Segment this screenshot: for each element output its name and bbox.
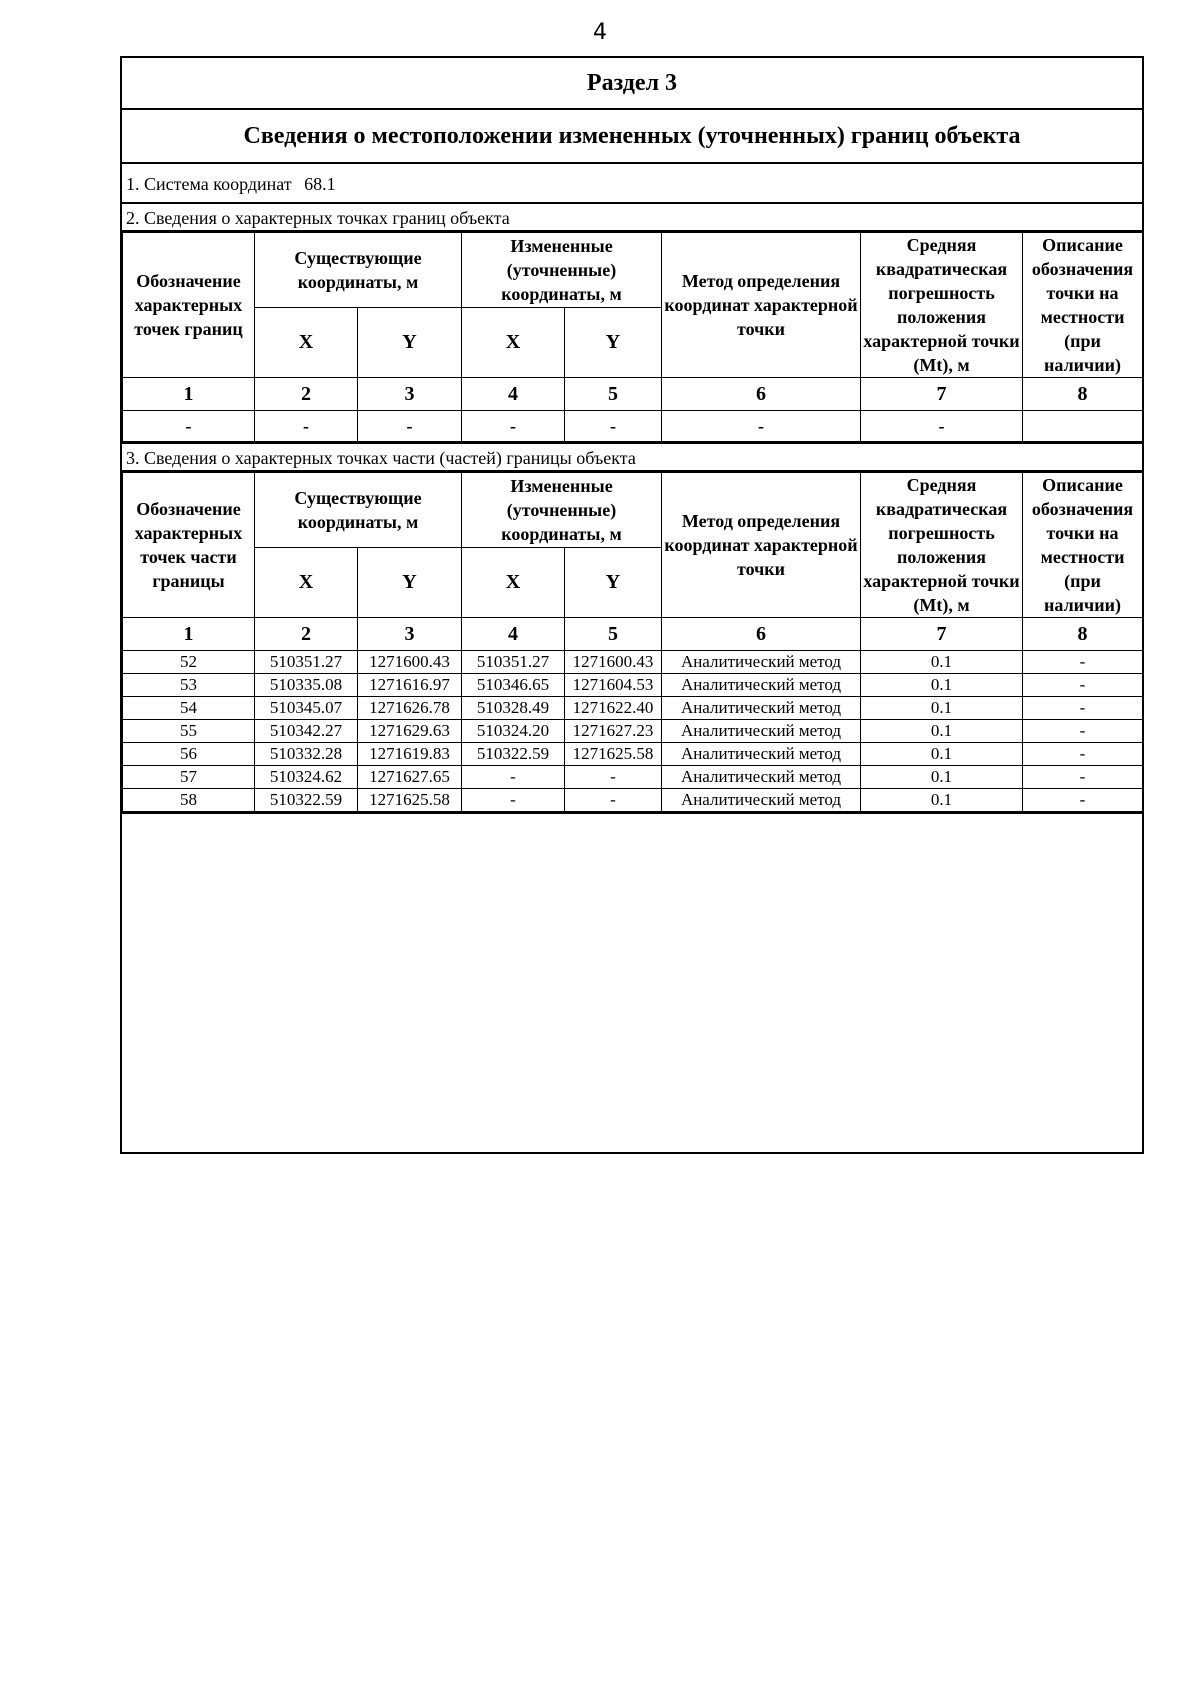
col-number: 3 <box>358 378 462 411</box>
cell-method: Аналитический метод <box>662 743 861 766</box>
cell-description: - <box>1023 697 1143 720</box>
col-number: 5 <box>565 378 662 411</box>
cell-changed-y: - <box>565 766 662 789</box>
cell-existing-x: 510335.08 <box>255 674 358 697</box>
cell-changed-y: 1271622.40 <box>565 697 662 720</box>
table-row <box>123 720 1143 743</box>
part2-column-numbers <box>123 378 1143 411</box>
cell-error: 0.1 <box>861 766 1023 789</box>
part3-header-existing: Существующие координаты, м <box>255 473 462 548</box>
col-number: 6 <box>662 618 861 651</box>
coord-system-value: 68.1 <box>304 174 336 194</box>
coord-system-label: 1. Система координат <box>126 174 292 194</box>
cell-description: - <box>1023 789 1143 812</box>
part2-header-existing: Существующие координаты, м <box>255 233 462 308</box>
cell-existing-x: 510322.59 <box>255 789 358 812</box>
col-number: 1 <box>123 378 255 411</box>
cell-existing-y: 1271600.43 <box>358 651 462 674</box>
cell-existing-y: 1271629.63 <box>358 720 462 743</box>
col-number: 6 <box>662 378 861 411</box>
cell-point: 53 <box>123 674 255 697</box>
cell-method: Аналитический метод <box>662 651 861 674</box>
coord-system <box>122 164 1142 204</box>
cell-description: - <box>1023 720 1143 743</box>
cell-method: Аналитический метод <box>662 697 861 720</box>
part3-header-point: Обозначение характерных точек части границы <box>123 473 255 618</box>
cell-method: Аналитический метод <box>662 789 861 812</box>
cell-method: Аналитический метод <box>662 720 861 743</box>
page-number: 4 <box>593 20 607 45</box>
cell-existing-y: - <box>358 411 462 442</box>
cell-error: 0.1 <box>861 743 1023 766</box>
section-subtitle: Сведения о местоположении измененных (уточненных) границ объекта <box>122 110 1142 164</box>
col-number: 1 <box>123 618 255 651</box>
part2-header-changed-x: X <box>462 307 565 378</box>
cell-description: - <box>1023 651 1143 674</box>
cell-changed-y: 1271600.43 <box>565 651 662 674</box>
col-number: 4 <box>462 378 565 411</box>
part2-header-error: Средняя квадратическая погрешность положения характерной точки (Mt), м <box>861 233 1023 378</box>
cell-changed-y: - <box>565 411 662 442</box>
cell-changed-x: - <box>462 411 565 442</box>
cell-changed-x: - <box>462 766 565 789</box>
part2-header-method: Метод определения координат характерной точки <box>662 233 861 378</box>
cell-changed-x: 510351.27 <box>462 651 565 674</box>
cell-description: - <box>1023 743 1143 766</box>
part3-header-changed: Измененные (уточненные) координаты, м <box>462 473 662 548</box>
cell-existing-x: 510332.28 <box>255 743 358 766</box>
part2-header-changed: Измененные (уточненные) координаты, м <box>462 233 662 308</box>
section-title: Раздел 3 <box>122 58 1142 110</box>
col-number: 5 <box>565 618 662 651</box>
document-frame <box>120 56 1144 1154</box>
cell-error: 0.1 <box>861 720 1023 743</box>
table-row <box>123 697 1143 720</box>
cell-description: - <box>1023 766 1143 789</box>
cell-existing-y: 1271616.97 <box>358 674 462 697</box>
part3-table <box>122 472 1143 812</box>
cell-point: 56 <box>123 743 255 766</box>
cell-existing-x: 510345.07 <box>255 697 358 720</box>
cell-error: - <box>861 411 1023 442</box>
col-number: 4 <box>462 618 565 651</box>
cell-point: 55 <box>123 720 255 743</box>
col-number: 7 <box>861 378 1023 411</box>
part3-table-wrap <box>122 472 1142 814</box>
cell-existing-x: - <box>255 411 358 442</box>
cell-changed-y: 1271625.58 <box>565 743 662 766</box>
cell-changed-y: - <box>565 789 662 812</box>
col-number: 2 <box>255 378 358 411</box>
part3-header-existing-x: X <box>255 547 358 618</box>
cell-point: 52 <box>123 651 255 674</box>
part3-header-changed-x: X <box>462 547 565 618</box>
cell-description <box>1023 411 1143 442</box>
part2-header-changed-y: Y <box>565 307 662 378</box>
cell-method: Аналитический метод <box>662 674 861 697</box>
cell-changed-x: - <box>462 789 565 812</box>
table-row <box>123 674 1143 697</box>
part3-header-changed-y: Y <box>565 547 662 618</box>
cell-existing-y: 1271626.78 <box>358 697 462 720</box>
part2-header-point: Обозначение характерных точек границ <box>123 233 255 378</box>
cell-description: - <box>1023 674 1143 697</box>
part2-header-existing-x: X <box>255 307 358 378</box>
table-row <box>123 411 1143 442</box>
cell-changed-x: 510328.49 <box>462 697 565 720</box>
cell-changed-y: 1271627.23 <box>565 720 662 743</box>
cell-changed-x: 510324.20 <box>462 720 565 743</box>
part3-header-method: Метод определения координат характерной точки <box>662 473 861 618</box>
cell-point: 57 <box>123 766 255 789</box>
part2-heading: 2. Сведения о характерных точках границ объекта <box>122 204 1142 232</box>
part3-column-numbers <box>123 618 1143 651</box>
cell-method: - <box>662 411 861 442</box>
cell-existing-y: 1271619.83 <box>358 743 462 766</box>
col-number: 8 <box>1023 378 1143 411</box>
table-row <box>123 789 1143 812</box>
cell-changed-x: 510346.65 <box>462 674 565 697</box>
cell-existing-y: 1271625.58 <box>358 789 462 812</box>
part2-table-wrap <box>122 232 1142 444</box>
col-number: 8 <box>1023 618 1143 651</box>
part3-header-description: Описание обозначения точки на местности (при наличии) <box>1023 473 1143 618</box>
part3-header-error: Средняя квадратическая погрешность положения характерной точки (Mt), м <box>861 473 1023 618</box>
table-row <box>123 651 1143 674</box>
cell-point: 58 <box>123 789 255 812</box>
col-number: 2 <box>255 618 358 651</box>
table-row <box>123 766 1143 789</box>
part2-table <box>122 232 1143 442</box>
cell-error: 0.1 <box>861 674 1023 697</box>
cell-error: 0.1 <box>861 651 1023 674</box>
cell-method: Аналитический метод <box>662 766 861 789</box>
cell-point: 54 <box>123 697 255 720</box>
cell-existing-x: 510342.27 <box>255 720 358 743</box>
cell-changed-x: 510322.59 <box>462 743 565 766</box>
part3-header-existing-y: Y <box>358 547 462 618</box>
cell-error: 0.1 <box>861 789 1023 812</box>
cell-existing-y: 1271627.65 <box>358 766 462 789</box>
part2-header-description: Описание обозначения точки на местности (при наличии) <box>1023 233 1143 378</box>
col-number: 7 <box>861 618 1023 651</box>
col-number: 3 <box>358 618 462 651</box>
cell-point: - <box>123 411 255 442</box>
cell-error: 0.1 <box>861 697 1023 720</box>
cell-changed-y: 1271604.53 <box>565 674 662 697</box>
cell-existing-x: 510351.27 <box>255 651 358 674</box>
part3-heading: 3. Сведения о характерных точках части (частей) границы объекта <box>122 444 1142 472</box>
table-row <box>123 743 1143 766</box>
part2-header-existing-y: Y <box>358 307 462 378</box>
cell-existing-x: 510324.62 <box>255 766 358 789</box>
